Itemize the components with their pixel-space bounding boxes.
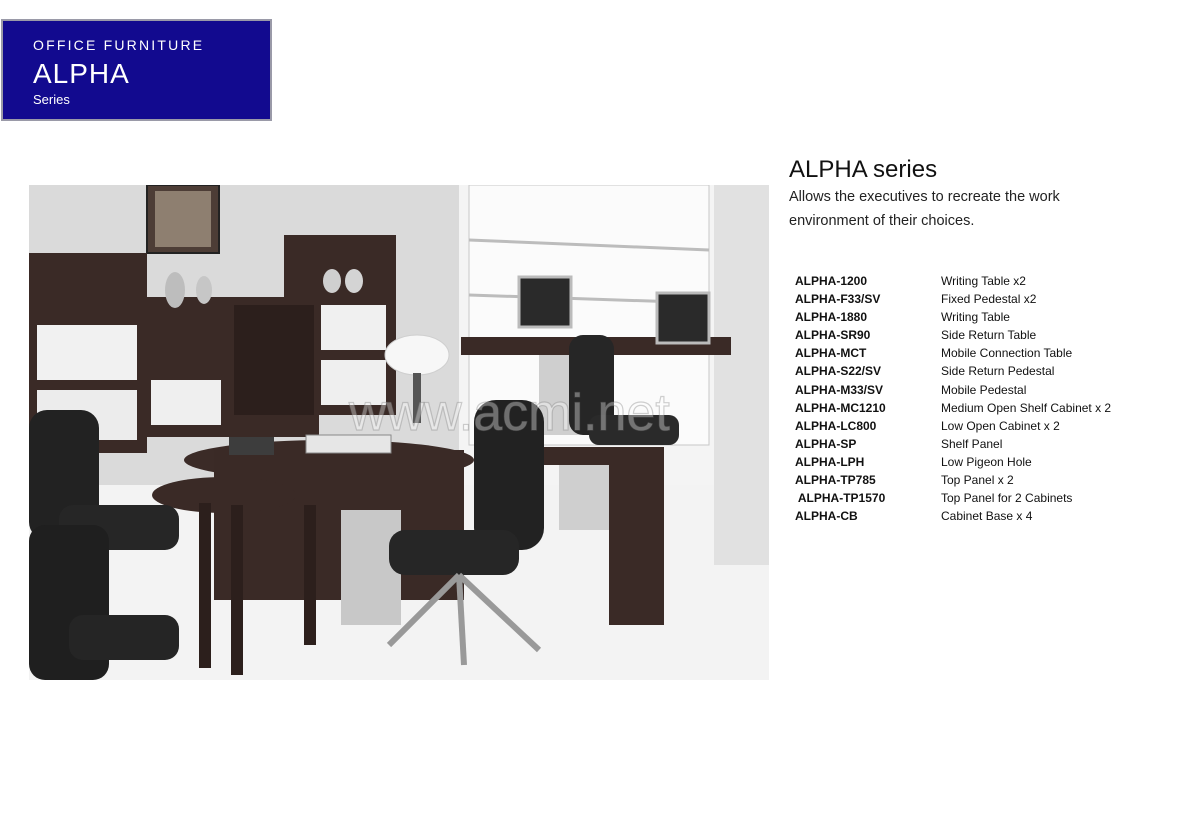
product-code: ALPHA-SR90: [795, 328, 871, 343]
product-description: Side Return Pedestal: [941, 364, 1055, 379]
product-description: Low Pigeon Hole: [941, 454, 1032, 469]
product-code: ALPHA-TP1570: [795, 491, 886, 506]
office-furniture-photo: [29, 185, 769, 680]
product-code: ALPHA-LC800: [795, 418, 877, 433]
series-description-line-1: Allows the executives to recreate the work: [789, 189, 1060, 205]
product-description: Cabinet Base x 4: [941, 509, 1033, 524]
product-code: ALPHA-1200: [795, 274, 868, 288]
product-description: Shelf Panel: [941, 436, 1003, 451]
product-code: ALPHA-LPH: [795, 454, 865, 469]
product-description: Top Panel x 2: [941, 473, 1014, 488]
series-description-line-2: environment of their choices.: [789, 213, 975, 229]
photo-watermark: www.acmi.net: [349, 384, 670, 442]
product-description: Mobile Pedestal: [941, 382, 1027, 397]
product-code: ALPHA-1880: [795, 310, 868, 325]
banner-kicker: OFFICE FURNITURE: [33, 37, 205, 53]
product-code: ALPHA-F33/SV: [795, 292, 881, 307]
product-code: ALPHA-MC1210: [795, 400, 886, 415]
series-description: [789, 185, 1089, 233]
product-description: Top Panel for 2 Cabinets: [941, 491, 1073, 506]
product-code: ALPHA-S22/SV: [795, 364, 882, 379]
product-description: Mobile Connection Table: [941, 346, 1073, 361]
product-description: Medium Open Shelf Cabinet x 2: [941, 400, 1112, 415]
series-banner: [1, 19, 272, 121]
product-description: Writing Table: [941, 310, 1010, 325]
product-code: ALPHA-TP785: [795, 473, 876, 488]
product-code: ALPHA-SP: [795, 436, 857, 451]
product-description: Side Return Table: [941, 328, 1037, 343]
product-code: ALPHA-CB: [795, 509, 858, 524]
product-description: Writing Table x2: [941, 274, 1026, 288]
product-code: ALPHA-MCT: [795, 346, 867, 361]
product-description: Fixed Pedestal x2: [941, 292, 1037, 307]
banner-sub: Series: [33, 92, 70, 107]
product-code: ALPHA-M33/SV: [795, 382, 884, 397]
series-title: ALPHA series: [789, 156, 938, 183]
product-description: Low Open Cabinet x 2: [941, 418, 1060, 433]
banner-name: ALPHA: [33, 58, 130, 89]
